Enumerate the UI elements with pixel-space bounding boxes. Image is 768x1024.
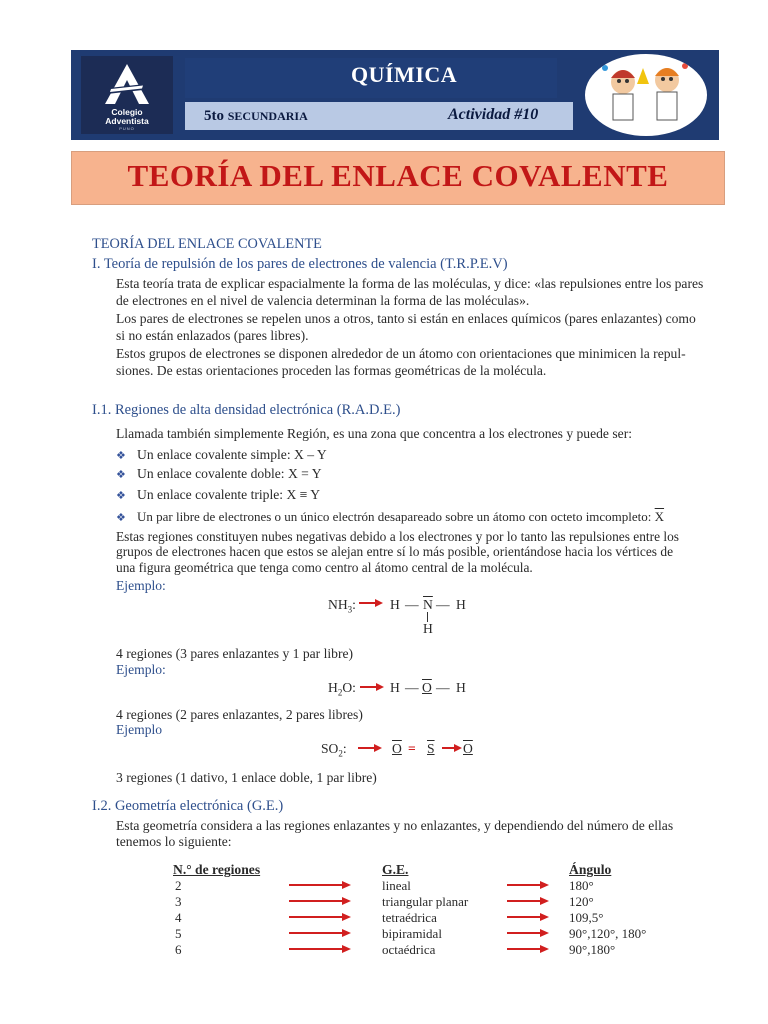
- arrow-right-icon: [507, 912, 549, 922]
- section-1-1-intro: Llamada también simplemente Región, es una zona que concentra a los electrones y puede ser:: [116, 426, 632, 441]
- grade-level: SECUNDARIA: [227, 109, 308, 123]
- school-logo: [81, 56, 173, 134]
- example-2-formula: [328, 679, 356, 702]
- example-3-double-bond: =: [408, 741, 416, 756]
- example-3-atom-o1: O: [392, 741, 402, 756]
- para-1-line-2: de electrones en el nivel de valencia determinan la forma de las moléculas».: [116, 293, 530, 308]
- bullet-icon: ❖: [116, 450, 126, 462]
- example-1-atom-h2: H: [456, 597, 466, 612]
- section-1-2-intro-line-2: tenemos lo siguiente:: [116, 834, 232, 849]
- table-cell-ge: lineal: [382, 878, 411, 893]
- example-1-label: Ejemplo:: [116, 578, 166, 593]
- example-2-bond-2: —: [436, 680, 450, 695]
- dative-bond-arrow-icon: [442, 743, 462, 753]
- reaction-arrow-icon: [360, 682, 384, 692]
- table-cell-regions: 2: [175, 878, 182, 893]
- arrow-right-icon: [289, 912, 351, 922]
- arrow-right-icon: [507, 880, 549, 890]
- regions-para-line-3: una figura geométrica que tenga como centro al átomo central de la molécula.: [116, 560, 533, 575]
- school-name-line3: PUNO: [119, 126, 135, 131]
- bullet-item-4-text: Un par libre de electrones o un único electrón desapareado sobre un átomo con octeto imcompleto:: [137, 509, 652, 524]
- example-2-formula-sub: 2: [337, 687, 343, 698]
- section-1-2-intro-line-1: Esta geometría considera a las regiones enlazantes y no enlazantes, y dependiendo del número de ellas: [116, 818, 674, 833]
- reaction-arrow-icon: [359, 598, 383, 608]
- bullet-icon: ❖: [116, 490, 126, 502]
- school-logo-icon: [99, 62, 155, 106]
- example-3-formula-base: SO: [321, 741, 339, 756]
- para-3-line-1: Estos grupos de electrones se disponen alrededor de un átomo con orientaciones que minimicen la repul-: [116, 346, 686, 361]
- example-2-atom-o: O: [422, 680, 432, 695]
- example-2-result: 4 regiones (2 pares enlazantes, 2 pares libres): [116, 707, 363, 722]
- bullet-item-1: Un enlace covalente simple: X – Y: [137, 447, 327, 462]
- table-cell-ge: bipiramidal: [382, 926, 442, 941]
- bullet-item-3: Un enlace covalente triple: X ≡ Y: [137, 487, 321, 502]
- table-header-ge: G.E.: [382, 862, 409, 877]
- example-2-bond-1: —: [405, 680, 419, 695]
- table-cell-angle: 109,5°: [569, 910, 604, 925]
- grade-number: 5to: [204, 108, 224, 124]
- para-3-line-2: siones. De estas orientaciones proceden las formas geométricas de la molécula.: [116, 363, 547, 378]
- table-cell-angle: 180°: [569, 878, 594, 893]
- example-3-formula-end: :: [342, 741, 347, 756]
- example-1-bond-1: —: [405, 597, 419, 612]
- page-title: TEORÍA DEL ENLACE COVALENTE: [127, 158, 669, 193]
- table-cell-angle: 90°,180°: [569, 942, 616, 957]
- table-header-angle: Ángulo: [569, 862, 612, 877]
- arrow-right-icon: [289, 928, 351, 938]
- arrow-right-icon: [289, 944, 351, 954]
- table-cell-regions: 6: [175, 942, 182, 957]
- school-name-line1: Colegio: [111, 107, 143, 117]
- section-1-heading: I. Teoría de repulsión de los pares de electrones de valencia (T.R.P.E.V): [92, 256, 508, 272]
- para-2-line-2: si no están enlazados (pares libres).: [116, 328, 309, 343]
- arrow-right-icon: [289, 896, 351, 906]
- bullet-item-4-symbol: X: [654, 509, 665, 524]
- table-cell-regions: 3: [175, 894, 182, 909]
- example-2-atom-h2: H: [456, 680, 466, 695]
- regions-para-line-1: Estas regiones constituyen nubes negativas debido a los electrones y por lo tanto las repulsiones entre los: [116, 529, 680, 544]
- section-1-2-heading: I.2. Geometría electrónica (G.E.): [92, 798, 284, 814]
- table-header-regions: N.° de regiones: [173, 862, 261, 877]
- grade-label: [204, 108, 308, 125]
- arrow-right-icon: [289, 880, 351, 890]
- reaction-arrow-icon: [358, 743, 382, 753]
- example-3-formula-sub: 2: [338, 748, 343, 759]
- example-2-label: Ejemplo:: [116, 662, 166, 677]
- bullet-icon: ❖: [116, 512, 126, 524]
- example-1-formula-base: NH: [328, 597, 348, 612]
- table-cell-regions: 5: [175, 926, 182, 941]
- example-3-label: Ejemplo: [116, 722, 163, 737]
- para-2-line-1: Los pares de electrones se repelen unos a otros, tanto si están en enlaces químicos (pares enlazantes) como: [116, 311, 696, 326]
- bullet-item-2: Un enlace covalente doble: X = Y: [137, 466, 322, 481]
- chemistry-kids-illustration: [585, 54, 707, 136]
- school-name-line2: Adventista: [105, 116, 149, 126]
- arrow-right-icon: [507, 944, 549, 954]
- example-1-atom-h3: H: [423, 621, 433, 636]
- example-1-atom-h1: H: [390, 597, 400, 612]
- example-3-result: 3 regiones (1 dativo, 1 enlace doble, 1 par libre): [116, 770, 377, 785]
- bullet-icon: ❖: [116, 469, 126, 481]
- arrow-right-icon: [507, 896, 549, 906]
- example-1-atom-n: N: [423, 597, 433, 612]
- arrow-right-icon: [507, 928, 549, 938]
- example-1-formula-sub: 3: [347, 604, 353, 615]
- bullet-item-4: [137, 508, 664, 525]
- table-cell-ge: triangular planar: [382, 894, 469, 909]
- subject-title: QUÍMICA: [351, 62, 458, 87]
- section-1-1-heading: I.1. Regiones de alta densidad electrónica (R.A.D.E.): [92, 402, 401, 418]
- table-cell-angle: 90°,120°, 180°: [569, 926, 647, 941]
- table-cell-ge: octaédrica: [382, 942, 436, 957]
- activity-label: Actividad #10: [448, 106, 539, 123]
- section-title: TEORÍA DEL ENLACE COVALENTE: [92, 236, 322, 252]
- table-cell-regions: 4: [175, 910, 182, 925]
- para-1-line-1: Esta teoría trata de explicar espacialmente la forma de las moléculas, y dice: «las repulsiones entre los pares: [116, 276, 704, 291]
- example-1-result: 4 regiones (3 pares enlazantes y 1 par libre): [116, 646, 354, 661]
- example-2-formula-base: H: [328, 680, 338, 695]
- example-2-formula-end: O:: [342, 680, 356, 695]
- table-cell-ge: tetraédrica: [382, 910, 437, 925]
- title-box: [71, 151, 725, 205]
- example-3-formula: [321, 740, 347, 763]
- example-1-bond-2: —: [436, 597, 450, 612]
- regions-para-line-2: grupos de electrones hacen que estos se alejan entre sí lo más posible, orientándose hacia los vértices de: [116, 544, 674, 559]
- example-1-formula: $NH_3$:: [328, 597, 356, 615]
- table-cell-angle: 120°: [569, 894, 594, 909]
- example-3-atom-o2: O: [463, 741, 473, 756]
- example-2-atom-h1: H: [390, 680, 400, 695]
- example-3-atom-s: S: [427, 741, 435, 756]
